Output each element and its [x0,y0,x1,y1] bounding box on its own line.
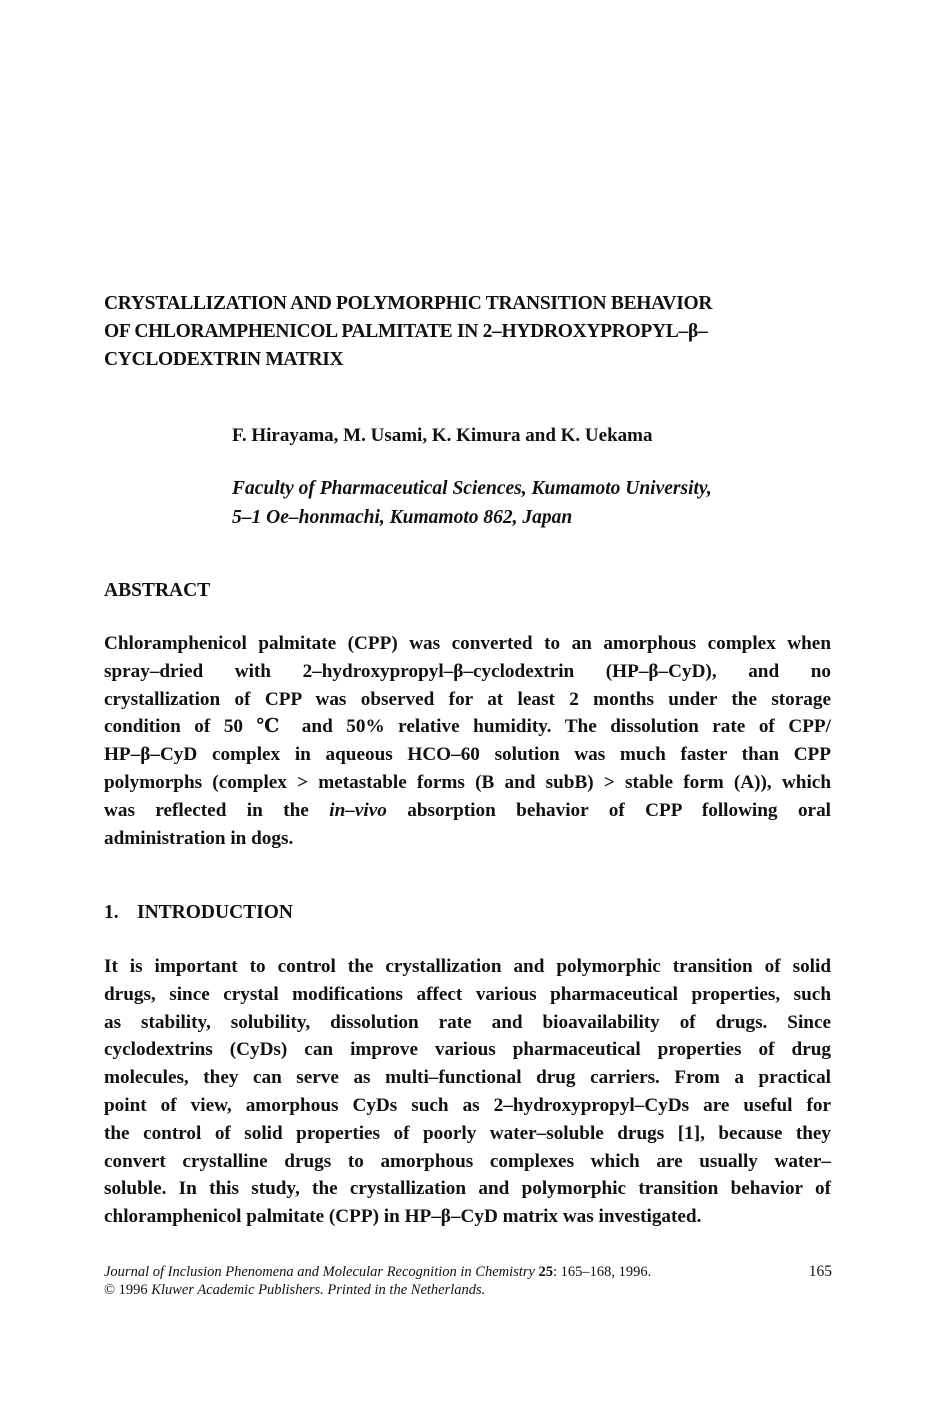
affiliation [232,474,712,532]
abstract-line: condition of 50 ℃ and 50% relative humidity. The dissolution rate of CPP/ [104,716,831,738]
in-vivo-emphasis: in–vivo [329,799,387,821]
affiliation-line: 5–1 Oe–honmachi, Kumamoto 862, Japan [232,507,573,528]
abstract-text: was reflected in the [104,799,330,821]
journal-name: Journal of Inclusion Phenomena and Molecular Recognition in Chemistry [104,1264,535,1280]
section-title: INTRODUCTION [137,902,294,923]
author-list: F. Hirayama, M. Usami, K. Kimura and K. Uekama [232,425,653,446]
introduction-line: chloramphenicol palmitate (CPP) in HP–β–CyD matrix was investigated. [104,1206,702,1228]
abstract-line: administration in dogs. [104,827,294,849]
abstract-line: polymorphs (complex > metastable forms (B and subB) > stable form (A)), which [104,771,831,793]
abstract-line: crystallization of CPP was observed for at least 2 months under the storage [104,688,831,710]
introduction-line: cyclodextrins (CyDs) can improve various pharmaceutical properties of drug [104,1039,831,1061]
title-line: CRYSTALLIZATION AND POLYMORPHIC TRANSITION BEHAVIOR [104,293,713,314]
abstract-line: spray–dried with 2–hydroxypropyl–β–cyclodextrin (HP–β–CyD), and no [104,660,831,682]
introduction-line: convert crystalline drugs to amorphous complexes which are usually water– [104,1150,831,1172]
journal-pages-year: : 165–168, 1996. [553,1264,652,1280]
introduction-body [104,953,831,1231]
abstract-heading: ABSTRACT [104,580,211,601]
affiliation-line: Faculty of Pharmaceutical Sciences, Kumamoto University, [232,478,712,499]
abstract-line: Chloramphenicol palmitate (CPP) was converted to an amorphous complex when [104,633,831,654]
section-number: 1. [104,902,119,923]
journal-volume: 25 [538,1264,554,1280]
abstract-line: HP–β–CyD complex in aqueous HCO–60 solution was much faster than CPP [104,744,831,766]
publisher-notice: Kluwer Academic Publishers. Printed in the Netherlands. [151,1282,486,1298]
abstract-text: absorption behavior of CPP following oral [386,799,831,821]
introduction-line: the control of solid properties of poorly water–soluble drugs [1], because they [104,1122,831,1144]
journal-citation [104,1263,832,1281]
introduction-line: drugs, since crystal modifications affect various pharmaceutical properties, such [104,983,831,1005]
title-line: OF CHLORAMPHENICOL PALMITATE IN 2–HYDROXYPROPYL–β– [104,321,708,342]
introduction-line: as stability, solubility, dissolution rate and bioavailability of drugs. Since [104,1011,831,1033]
title-line: CYCLODEXTRIN MATRIX [104,349,344,370]
abstract-body [104,630,831,852]
page-number: 165 [808,1263,832,1280]
abstract-line [104,797,831,825]
introduction-line: molecules, they can serve as multi–functional drug carriers. From a practical [104,1067,831,1089]
copyright-year: © 1996 [104,1282,152,1298]
introduction-line: It is important to control the crystallization and polymorphic transition of solid [104,956,831,977]
paper-title [104,290,804,374]
introduction-line: point of view, amorphous CyDs such as 2–hydroxypropyl–CyDs are useful for [104,1094,831,1116]
introduction-line: soluble. In this study, the crystallization and polymorphic transition behavior of [104,1178,831,1200]
page-footer [104,1263,832,1299]
copyright-notice [104,1281,832,1299]
introduction-heading [104,900,293,926]
